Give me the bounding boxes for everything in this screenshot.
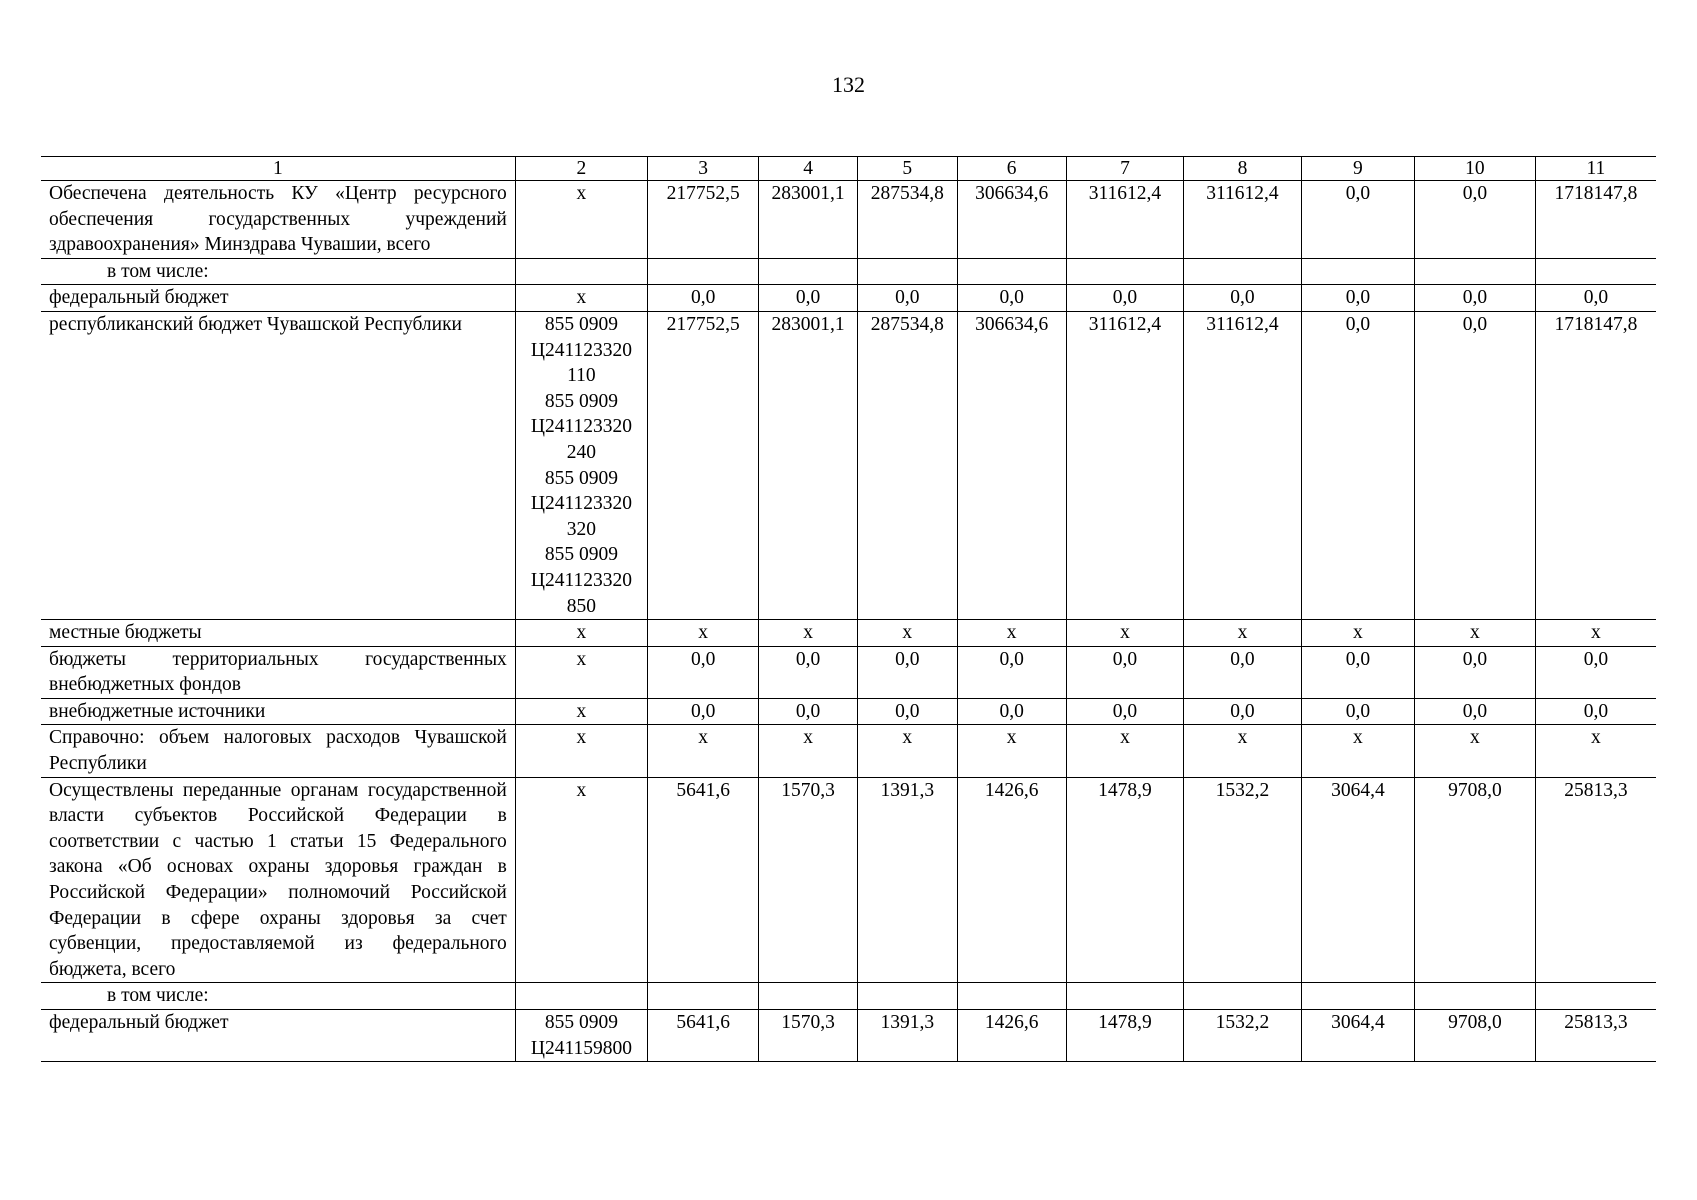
value-cell: 1391,3	[857, 1010, 957, 1062]
budget-code-cell	[515, 181, 647, 259]
value-cell: 25813,3	[1535, 777, 1656, 983]
value-cell: 5641,6	[648, 1010, 759, 1062]
budget-code-line: х	[576, 727, 587, 749]
budget-code-cell	[515, 983, 647, 1010]
value-cell: 0,0	[1066, 698, 1184, 725]
value-cell: х	[1184, 725, 1302, 777]
value-cell: 1532,2	[1184, 777, 1302, 983]
value-cell: х	[957, 620, 1066, 647]
row-label: федеральный бюджет	[41, 1010, 515, 1062]
value-cell: 0,0	[1415, 285, 1536, 312]
table-row	[41, 181, 1656, 259]
budget-code-cell	[515, 285, 647, 312]
column-number-header: 1	[41, 157, 515, 181]
value-cell	[759, 258, 858, 285]
value-cell: 0,0	[759, 646, 858, 698]
value-cell	[648, 983, 759, 1010]
value-cell: 306634,6	[957, 311, 1066, 619]
budget-code-cell	[515, 1010, 647, 1062]
budget-code-cell	[515, 258, 647, 285]
row-label: Осуществлены переданные органам государственной власти субъектов Российской Федерации в соответствии с частью 1 статьи 15 Федерального закона «Об основах охраны здоровья граждан в Российской Федерации» полномочий Российской Федерации в сфере охраны здоровья за счет субвенции, предоставляемой из федерального бюджета, всего	[41, 777, 515, 983]
value-cell	[857, 983, 957, 1010]
budget-code-line: х	[576, 622, 587, 644]
row-label: в том числе:	[41, 258, 515, 285]
value-cell	[1184, 983, 1302, 1010]
value-cell: 1718147,8	[1535, 311, 1656, 619]
table-row	[41, 646, 1656, 698]
budget-code-cell	[515, 646, 647, 698]
value-cell: 0,0	[1301, 698, 1414, 725]
table-row	[41, 258, 1656, 285]
value-cell: 0,0	[1301, 646, 1414, 698]
table-row	[41, 1010, 1656, 1062]
budget-code-line: 240	[566, 441, 597, 463]
value-cell: 0,0	[857, 646, 957, 698]
value-cell: 0,0	[857, 285, 957, 312]
value-cell: 9708,0	[1415, 1010, 1536, 1062]
value-cell: 0,0	[1066, 646, 1184, 698]
value-cell: х	[648, 620, 759, 647]
budget-code-line: 855 0909	[544, 467, 618, 489]
value-cell: х	[1535, 725, 1656, 777]
value-cell	[1066, 258, 1184, 285]
budget-code-line: 320	[566, 518, 597, 540]
row-label: внебюджетные источники	[41, 698, 515, 725]
value-cell: 0,0	[957, 646, 1066, 698]
column-number-header: 10	[1415, 157, 1536, 181]
value-cell: х	[1066, 620, 1184, 647]
value-cell: 5641,6	[648, 777, 759, 983]
value-cell	[1066, 983, 1184, 1010]
budget-code-line: Ц241123320	[530, 416, 632, 438]
value-cell: х	[1066, 725, 1184, 777]
budget-code-line: 855 0909	[544, 390, 618, 412]
value-cell: 3064,4	[1301, 777, 1414, 983]
table-row	[41, 777, 1656, 983]
value-cell: х	[759, 725, 858, 777]
value-cell	[648, 258, 759, 285]
value-cell	[957, 258, 1066, 285]
table-header-row	[41, 157, 1656, 181]
value-cell: 0,0	[1535, 285, 1656, 312]
value-cell	[957, 983, 1066, 1010]
value-cell: х	[1415, 620, 1536, 647]
value-cell: 1532,2	[1184, 1010, 1302, 1062]
value-cell	[1535, 258, 1656, 285]
value-cell: 0,0	[759, 698, 858, 725]
value-cell: 283001,1	[759, 181, 858, 259]
budget-code-line: 855 0909	[544, 313, 618, 335]
table-row	[41, 725, 1656, 777]
value-cell: 0,0	[648, 698, 759, 725]
value-cell: 0,0	[1415, 181, 1536, 259]
row-label: бюджеты территориальных государственных внебюджетных фондов	[41, 646, 515, 698]
value-cell: 217752,5	[648, 181, 759, 259]
value-cell	[1415, 258, 1536, 285]
row-label: Обеспечена деятельность КУ «Центр ресурсного обеспечения государственных учреждений здравоохранения» Минздрава Чувашии, всего	[41, 181, 515, 259]
value-cell: 0,0	[648, 646, 759, 698]
budget-code-line: 110	[567, 365, 596, 387]
column-number-header: 11	[1535, 157, 1656, 181]
budget-code-line: 855 0909	[544, 544, 618, 566]
budget-code-line: х	[576, 648, 587, 670]
table-row	[41, 311, 1656, 619]
value-cell	[1301, 258, 1414, 285]
value-cell: 1426,6	[957, 777, 1066, 983]
value-cell	[1301, 983, 1414, 1010]
budget-code-line: Ц241123320	[530, 339, 632, 361]
row-label: местные бюджеты	[41, 620, 515, 647]
value-cell: 311612,4	[1184, 311, 1302, 619]
value-cell	[1415, 983, 1536, 1010]
value-cell: 1570,3	[759, 777, 858, 983]
value-cell: х	[857, 725, 957, 777]
budget-table	[41, 156, 1656, 1062]
value-cell: х	[759, 620, 858, 647]
budget-code-line: х	[576, 183, 587, 204]
value-cell: 0,0	[1184, 285, 1302, 312]
value-cell: 306634,6	[957, 181, 1066, 259]
budget-code-cell	[515, 725, 647, 777]
column-number-header: 9	[1301, 157, 1414, 181]
column-number-header: 8	[1184, 157, 1302, 181]
value-cell: 0,0	[759, 285, 858, 312]
budget-code-line: 850	[566, 595, 597, 617]
budget-code-line: Ц241159800	[530, 1037, 632, 1059]
value-cell: 1478,9	[1066, 1010, 1184, 1062]
row-label: республиканский бюджет Чувашской Республики	[41, 311, 515, 619]
value-cell: х	[1535, 620, 1656, 647]
column-number-header: 2	[515, 157, 647, 181]
value-cell: 1570,3	[759, 1010, 858, 1062]
value-cell: 1478,9	[1066, 777, 1184, 983]
budget-code-line: 855 0909	[544, 1012, 618, 1033]
value-cell: 0,0	[1415, 698, 1536, 725]
value-cell: 9708,0	[1415, 777, 1536, 983]
table-row	[41, 983, 1656, 1010]
column-number-header: 6	[957, 157, 1066, 181]
budget-code-cell	[515, 698, 647, 725]
value-cell: 0,0	[957, 285, 1066, 312]
column-number-header: 7	[1066, 157, 1184, 181]
value-cell: 0,0	[1535, 698, 1656, 725]
value-cell: 311612,4	[1184, 181, 1302, 259]
value-cell: х	[1415, 725, 1536, 777]
value-cell: 0,0	[1415, 646, 1536, 698]
column-number-header: 5	[857, 157, 957, 181]
value-cell: х	[957, 725, 1066, 777]
value-cell: 25813,3	[1535, 1010, 1656, 1062]
value-cell: 0,0	[1066, 285, 1184, 312]
table-row	[41, 285, 1656, 312]
value-cell: 3064,4	[1301, 1010, 1414, 1062]
value-cell: 0,0	[1301, 285, 1414, 312]
budget-code-line: х	[576, 700, 587, 722]
value-cell: 0,0	[957, 698, 1066, 725]
row-label: федеральный бюджет	[41, 285, 515, 312]
value-cell	[1184, 258, 1302, 285]
value-cell: 1426,6	[957, 1010, 1066, 1062]
value-cell: х	[1301, 725, 1414, 777]
table-row	[41, 698, 1656, 725]
column-number-header: 3	[648, 157, 759, 181]
value-cell: х	[857, 620, 957, 647]
value-cell: х	[1184, 620, 1302, 647]
value-cell	[857, 258, 957, 285]
value-cell: 217752,5	[648, 311, 759, 619]
value-cell: 287534,8	[857, 311, 957, 619]
value-cell: 0,0	[1535, 646, 1656, 698]
value-cell	[759, 983, 858, 1010]
budget-code-line: Ц241123320	[530, 493, 632, 515]
row-label: Справочно: объем налоговых расходов Чувашской Республики	[41, 725, 515, 777]
value-cell: 0,0	[1301, 311, 1414, 619]
value-cell: 1391,3	[857, 777, 957, 983]
budget-code-cell	[515, 777, 647, 983]
page-number: 132	[832, 72, 865, 97]
value-cell: 0,0	[857, 698, 957, 725]
value-cell: 0,0	[1184, 698, 1302, 725]
value-cell	[1535, 983, 1656, 1010]
value-cell: 0,0	[1415, 311, 1536, 619]
value-cell: 0,0	[1301, 181, 1414, 259]
budget-code-line: х	[576, 287, 587, 309]
budget-code-cell	[515, 311, 647, 619]
value-cell: 311612,4	[1066, 181, 1184, 259]
value-cell: 0,0	[648, 285, 759, 312]
value-cell: 0,0	[1184, 646, 1302, 698]
budget-code-line: Ц241123320	[530, 569, 632, 591]
value-cell: х	[648, 725, 759, 777]
value-cell: 283001,1	[759, 311, 858, 619]
budget-code-line: х	[576, 779, 587, 801]
value-cell: х	[1301, 620, 1414, 647]
budget-code-cell	[515, 620, 647, 647]
column-number-header: 4	[759, 157, 858, 181]
value-cell: 1718147,8	[1535, 181, 1656, 259]
row-label: в том числе:	[41, 983, 515, 1010]
value-cell: 311612,4	[1066, 311, 1184, 619]
value-cell: 287534,8	[857, 181, 957, 259]
table-row	[41, 620, 1656, 647]
